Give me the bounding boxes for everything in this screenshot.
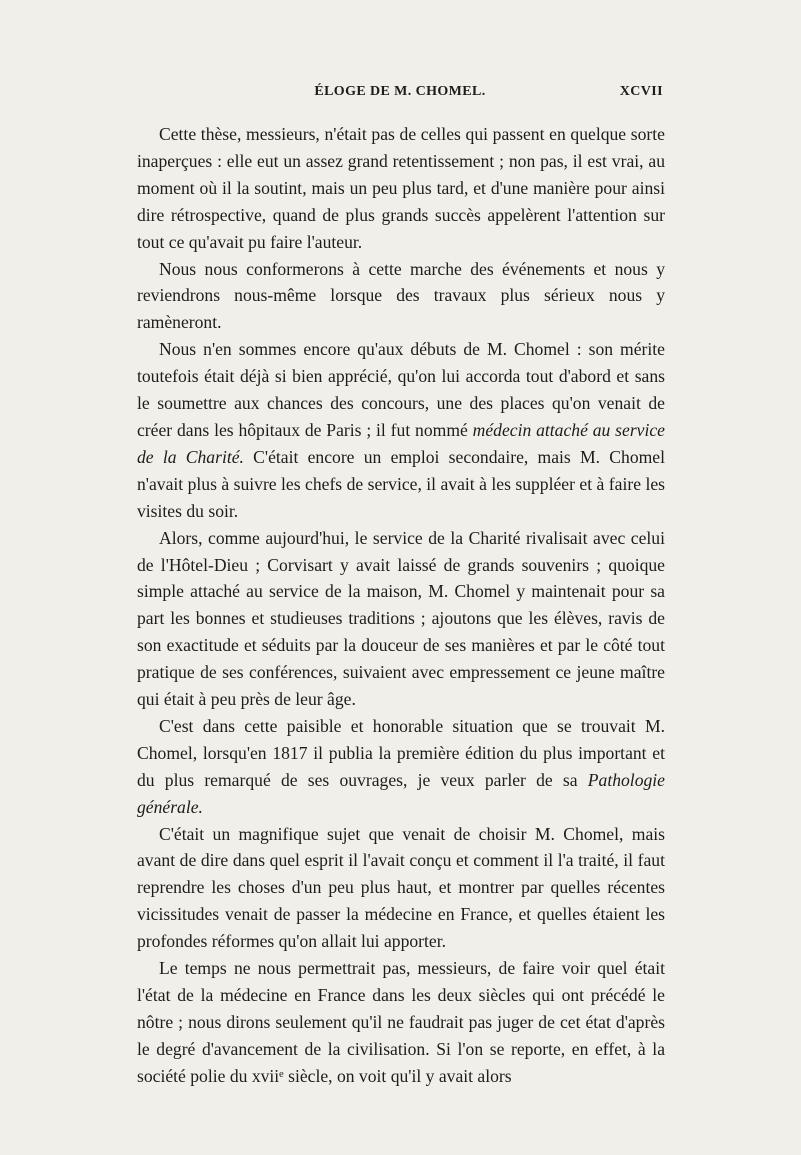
paragraph-3-text: Nous n'en sommes encore qu'aux débuts de M. Chomel : son mérite toutefois était déjà si bien apprécié, qu'on lui accorda tout d'abord et sans le soumettre aux chances des concours, une des places qu'on venait de créer dans les hôpitaux de Paris ; il fut nommé bbox=[137, 339, 665, 440]
running-header bbox=[137, 84, 663, 106]
body-text bbox=[137, 121, 665, 1090]
paragraph-4: Alors, comme aujourd'hui, le service de la Charité rivalisait avec celui de l'Hôtel-Dieu ; Corvisart y avait laissé de grands souvenirs ; quoique simple attaché au service de la maison, M. Chomel y maintenait pour sa part les bonnes et studieuses traditions ; ajoutons que les élèves, ravis de son exactitude et séduits par la douceur de ses manières et par le côté tout pratique de ses conférences, suivaient avec empressement ce jeune maître qui était à peu près de leur âge. bbox=[137, 527, 665, 710]
paragraph-2: Nous nous conformerons à cette marche des événements et nous y reviendrons nous-même lorsque des travaux plus sérieux nous y ramèneront. bbox=[137, 258, 665, 333]
paragraph-7: Le temps ne nous permettrait pas, messieurs, de faire voir quel était l'état de la médecine en France dans les deux siècles qui ont précédé le nôtre ; nous dirons seulement qu'il ne faudrait pas juger de cet état d'après le degré d'avancement de la civilisation. Si l'on se reporte, en effet, à la société polie du xviiᵉ siècle, on voit qu'il y avait alors bbox=[137, 958, 665, 1086]
italic-title-medecin-attache: médecin attaché au service de la Charité. bbox=[137, 419, 665, 467]
paragraph-1: Cette thèse, messieurs, n'était pas de celles qui passent en quelque sorte inaperçues : elle eut un assez grand retentissement ; non pas, il est vrai, au moment où il la soutint, mais un peu plus tard, et d'une manière pour ainsi dire rétrospective, quand de plus grands succès appelèrent l'attention sur tout ce qu'avait pu faire l'auteur. bbox=[137, 124, 665, 252]
paragraph-3 bbox=[137, 336, 665, 524]
paragraph-6: C'était un magnifique sujet que venait de choisir M. Chomel, mais avant de dire dans quel esprit il l'avait conçu et comment il l'a traité, il faut reprendre les choses d'un peu plus haut, et montrer par quelles récentes vicissitudes venait de passer la médecine en France, et quelles étaient les profondes réformes qu'on allait lui apporter. bbox=[137, 823, 665, 952]
page-number: XCVII bbox=[619, 84, 663, 99]
italic-title-pathologie-generale: Pathologie générale. bbox=[137, 769, 665, 817]
running-title: ÉLOGE DE M. CHOMEL. bbox=[314, 84, 486, 99]
paragraph-5-text: C'est dans cette paisible et honorable situation que se trouvait M. Chomel, lorsqu'en 1817 il publia la première édition du plus important et du plus remarqué de ses ouvrages, je veux parler de sa bbox=[137, 715, 665, 790]
paragraph-3-text-end: C'était encore un emploi secondaire, mais M. Chomel n'avait plus à suivre les chefs de service, il avait à les suppléer et à faire les visites du soir. bbox=[137, 446, 665, 521]
paragraph-5 bbox=[137, 713, 665, 821]
